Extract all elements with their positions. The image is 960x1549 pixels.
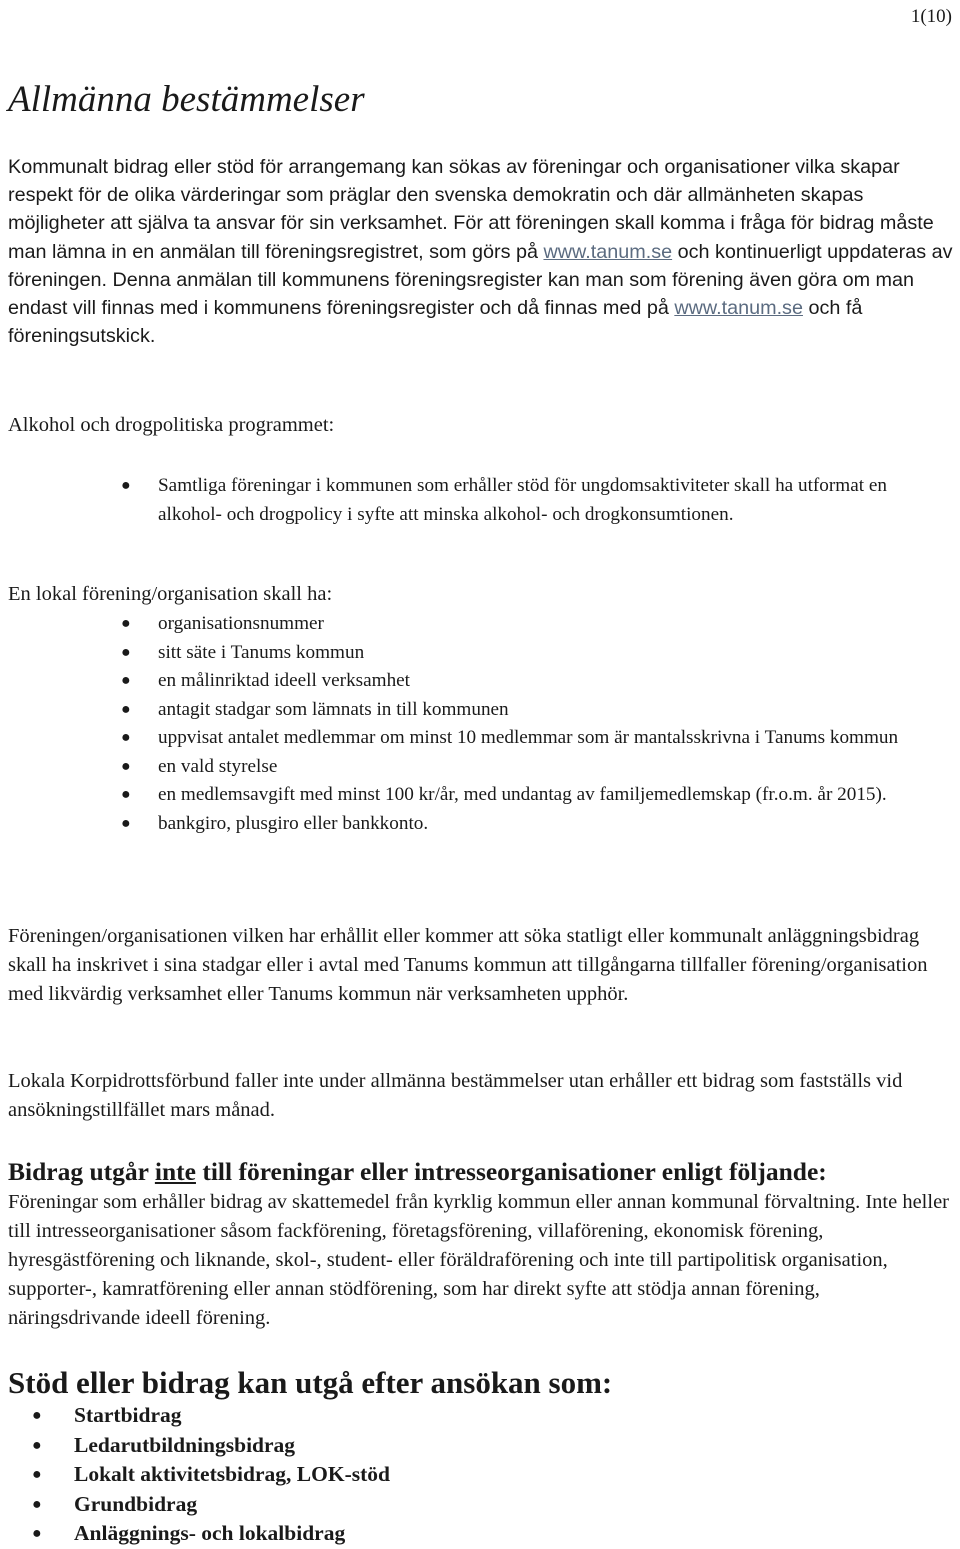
bullet-icon: ● <box>32 1436 42 1454</box>
korpen-paragraph: Lokala Korpidrottsförbund faller inte under allmänna bestämmelser utan erhåller ett bidrag som fastställs vid ansökningstillfället mars månad. <box>8 1070 903 1121</box>
exclusion-heading-underlined: inte <box>154 1157 196 1186</box>
list-item-text: Samtliga föreningar i kommunen som erhåller stöd för ungdomsaktiviteter skall ha utformat en alkohol- och drogpolicy i syfte att minska alkohol- och drogkonsumtionen. <box>158 475 887 525</box>
list-item-text: organisationsnummer <box>158 613 324 634</box>
list-item-text: Startbidrag <box>74 1403 182 1427</box>
list-item-text: en vald styrelse <box>158 755 278 777</box>
list-item <box>8 610 953 639</box>
list-item <box>0 1401 953 1431</box>
bullet-icon: ● <box>32 1466 42 1483</box>
intro-text-3: och få föreningsutskick. <box>8 297 863 348</box>
list-item-text: sitt säte i Tanums kommun <box>158 641 365 663</box>
list-item-text: Anläggnings- och lokalbidrag <box>74 1521 346 1545</box>
list-item-text: Grundbidrag <box>74 1491 198 1516</box>
bullet-icon: ● <box>121 786 131 803</box>
exclusion-text: Föreningar som erhåller bidrag av skattemedel från kyrklig kommun eller annan kommunal förvaltning. Inte heller till intresseorganisationer såsom fackförening, företagsförening, villaförening, ekonomisk förening, hyresgästförening och liknande, skol-, student- eller föräldraförening och inte till partipolitisk organisation, supporter-, kamratförening eller annan stödförening, som har direkt syfte att stödja annan förening, näringsdrivande ideell förening. <box>8 1191 949 1329</box>
list-item-text: Ledarutbildningsbidrag <box>74 1432 296 1457</box>
intro-text-2: och kontinuerligt uppdateras av föreningen. Denna anmälan till kommunens föreningsregister kan man som förening även göra om man endast vill finnas med i kommunens föreningsregister och då finnas med på <box>8 240 953 320</box>
list-item-text: en målinriktad ideell verksamhet <box>158 670 411 691</box>
tanum-link-1[interactable]: www.tanum.se <box>543 240 673 263</box>
alcohol-list <box>8 472 953 529</box>
list-item-text: uppvisat antalet medlemmar om minst 10 medlemmar som är mantalsskrivna i Tanums kommun <box>158 727 899 748</box>
requirements-heading: En lokal förening/organisation skall ha: <box>8 583 333 605</box>
list-item <box>0 1519 953 1549</box>
exclusion-heading-pre: Bidrag utgår <box>8 1157 155 1186</box>
bullet-icon: ● <box>121 700 131 718</box>
bullet-icon: ● <box>121 643 131 661</box>
list-item <box>8 472 953 529</box>
alcohol-heading: Alkohol och drogpolitiska programmet: <box>8 414 335 436</box>
list-item <box>8 753 953 782</box>
bullet-icon: ● <box>32 1495 42 1513</box>
bullet-icon: ● <box>121 615 131 632</box>
facility-grant-paragraph: Föreningen/organisationen vilken har erhållit eller kommer att söka statligt eller kommunalt anläggningsbidrag skall ha inskrivet i sina stadgar eller i avtal med Tanums kommun att tillgångarna tillfaller förening/organisation med likvärdig verksamhet eller Tanums kommun när verksamheten upphör. <box>8 925 928 1005</box>
list-item-text: bankgiro, plusgiro eller bankkonto. <box>158 812 429 834</box>
support-heading: Stöd eller bidrag kan utgå efter ansökan som: <box>8 1365 613 1400</box>
list-item-text: en medlemsavgift med minst 100 kr/år, med undantag av familjemedlemskap (fr.o.m. år 2015). <box>158 784 887 805</box>
list-item <box>8 724 953 753</box>
requirements-list <box>8 610 953 838</box>
bullet-icon: ● <box>32 1525 42 1542</box>
bullet-icon: ● <box>121 729 131 746</box>
exclusion-heading <box>8 1157 953 1187</box>
list-item-text: antagit stadgar som lämnats in till kommunen <box>158 698 509 720</box>
intro-text-1: Kommunalt bidrag eller stöd för arrangemang kan sökas av föreningar och organisationer vilka skapar respekt för de olika värderingar som präglar den svenska demokratin och där allmänheten skapas möjligheter att själva ta ansvar för sin verksamhet. För att föreningen skall komma i fråga för bidrag måste man lämna in en anmälan till föreningsregistret, som görs på <box>8 156 934 263</box>
bullet-icon: ● <box>121 757 131 775</box>
list-item-text: Lokalt aktivitetsbidrag, LOK-stöd <box>74 1462 390 1486</box>
list-item <box>0 1460 953 1490</box>
bullet-icon: ● <box>121 672 131 689</box>
tanum-link-2[interactable]: www.tanum.se <box>674 297 803 320</box>
list-item <box>0 1490 953 1520</box>
bullet-icon: ● <box>121 477 131 494</box>
bullet-icon: ● <box>32 1407 42 1424</box>
page-number: 1(10) <box>910 6 952 27</box>
support-list <box>0 1401 953 1549</box>
bullet-icon: ● <box>121 814 131 832</box>
list-item <box>8 639 953 668</box>
list-item <box>8 781 953 810</box>
list-item <box>8 696 953 725</box>
intro-paragraph <box>8 153 953 350</box>
page-title: Allmänna bestämmelser <box>8 79 365 120</box>
list-item <box>8 667 953 696</box>
list-item <box>8 810 953 839</box>
exclusion-heading-post: till föreningar eller intresseorganisationer enligt följande: <box>195 1157 827 1186</box>
list-item <box>0 1431 953 1461</box>
